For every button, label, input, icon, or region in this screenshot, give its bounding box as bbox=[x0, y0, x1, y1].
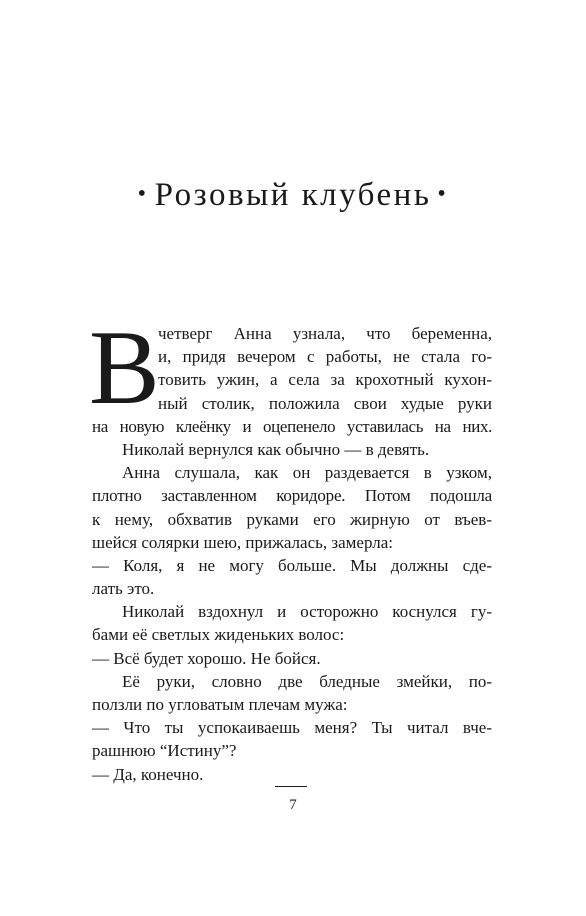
text-line: — Что ты успокаиваешь меня? Ты читал вче- bbox=[92, 718, 492, 738]
title-bullet-right: • bbox=[437, 181, 449, 207]
text-line: товить ужин, а села за крохотный кухон- bbox=[158, 370, 492, 390]
body-text bbox=[89, 309, 492, 786]
chapter-title-text: Розовый клубень bbox=[154, 177, 432, 213]
text-line: бами её светлых жиденьких волос: bbox=[92, 625, 345, 645]
text-line: четверг Анна узнала, что беременна, bbox=[158, 324, 492, 343]
text-line: на новую клеёнку и оцепенело уставилась на них. bbox=[92, 416, 492, 436]
text-line: Её руки, словно две бледные змейки, по- bbox=[122, 671, 492, 691]
text-line: Николай вздохнул и осторожно коснулся гу- bbox=[122, 602, 492, 622]
text-line: плотно заставленном коридоре. Потом подошла bbox=[92, 486, 492, 506]
page-number: 7 bbox=[289, 797, 297, 813]
chapter-title bbox=[0, 174, 586, 215]
text-line: — Да, конечно. bbox=[92, 764, 204, 784]
title-bullet-left: • bbox=[137, 181, 149, 207]
text-line: ный столик, положила свои худые руки bbox=[158, 393, 492, 413]
text-line: рашнюю “Истину”? bbox=[92, 741, 237, 761]
drop-cap: В bbox=[89, 309, 160, 426]
text-line: Николай вернулся как обычно — в девять. bbox=[122, 439, 430, 459]
page-number-rule bbox=[275, 786, 307, 787]
text-line: и, придя вечером с работы, не стала го- bbox=[158, 347, 492, 367]
text-line: — Коля, я не могу больше. Мы должны сде- bbox=[92, 555, 492, 575]
text-line: — Всё будет хорошо. Не бойся. bbox=[92, 648, 321, 668]
text-line: шейся солярки шею, прижалась, замерла: bbox=[92, 532, 393, 552]
text-line: ползли по угловатым плечам мужа: bbox=[92, 695, 348, 714]
text-line: Анна слушала, как он раздевается в узком, bbox=[122, 463, 492, 483]
text-line: к нему, обхватив руками его жирную от въев- bbox=[92, 509, 492, 529]
text-line: лать это. bbox=[92, 579, 155, 599]
